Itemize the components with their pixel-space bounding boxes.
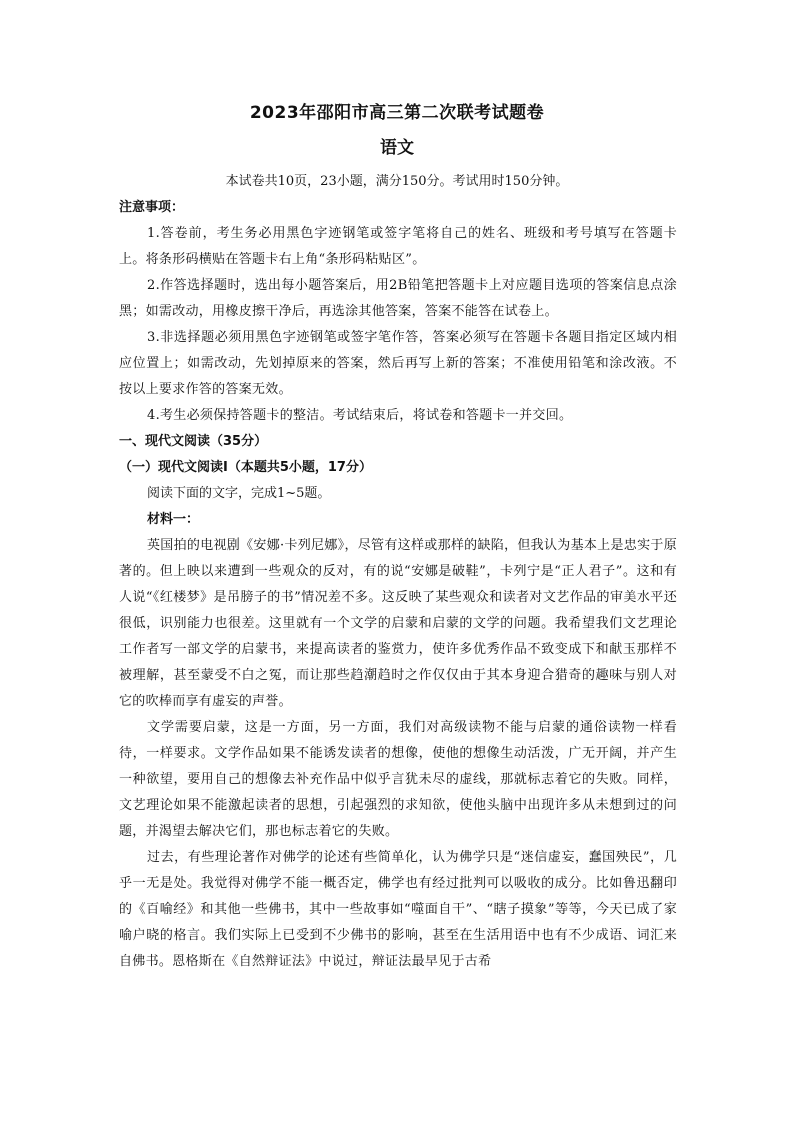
note-item-3: 3.非选择题必须用黑色字迹钢笔或签字笔作答，答案必须写在答题卡各题目指定区域内相应位置上；如需改动，先划掉原来的答案，然后再写上新的答案；不准使用铅笔和涂改液。不按以上要求作答的答案无效。 xyxy=(119,330,677,397)
material-paragraph-2: 文学需要启蒙，这是一方面，另一方面，我们对高级读物不能与启蒙的通俗读物一样看待，一样要求。文学作品如果不能诱发读者的想像，使他的想像生动活泼，广无开阔，并产生一种欲望，要用自己的想像去补充作品中似乎言犹未尽的虚线，那就标志着它的失败。同样，文艺理论如果不能激起读者的思想，引起强烈的求知欲，使他头脑中出现许多从未想到过的问题，并渴望去解决它们，那也标志着它的失败。 xyxy=(119,720,677,839)
note-item-4: 4.考生必须保持答题卡的整洁。考试结束后，将试卷和答题卡一并交回。 xyxy=(147,408,573,423)
subject-title: 语文 xyxy=(380,138,414,158)
section-title: 一、现代文阅读（35分） xyxy=(119,434,268,449)
note-item-1: 1.答卷前，考生务必用黑色字迹钢笔或签字笔将自己的姓名、班级和考号填写在答题卡上。将条形码横贴在答题卡右上角“条形码粘贴区”。 xyxy=(119,226,677,267)
material-paragraph-1: 英国拍的电视剧《安娜·卡列尼娜》，尽管有这样或那样的缺陷，但我认为基本上是忠实于原著的。但上映以来遭到一些观众的反对，有的说“安娜是破鞋”，卡列宁是“正人君子”。这和有人说“《红楼梦》是吊膀子的书”情况差不多。这反映了某些观众和读者对文艺作品的审美水平还很低，识别能力也很差。这里就有一个文学的启蒙和启蒙的文学的问题。我希望我们文艺理论工作者写一部文学的启蒙书，来提高读者的鉴赏力，使许多优秀作品不致变成下和献玉那样不被理解，甚至蒙受不白之冤，而让那些趋潮趋时之作仅仅由于其本身迎合猎奇的趣味与别人对它的吹棒而享有虚妄的声誉。 xyxy=(119,538,677,709)
material-label: 材料一： xyxy=(147,512,200,527)
exam-content xyxy=(119,195,677,975)
section-subtitle: （一）现代文阅读Ⅰ（本题共5小题，17分） xyxy=(119,460,372,475)
exam-intro: 本试卷共10页，23小题，满分150分。考试用时150分钟。 xyxy=(225,174,569,189)
exam-title: 2023年邵阳市高三第二次联考试题卷 xyxy=(249,103,545,123)
note-item-2: 2.作答选择题时，选出每小题答案后，用2B铅笔把答题卡上对应题目选项的答案信息点涂黑；如需改动，用橡皮擦干净后，再选涂其他答案，答案不能答在试卷上。 xyxy=(119,278,677,319)
notes-heading: 注意事项： xyxy=(119,200,185,215)
material-paragraph-3: 过去，有些理论著作对佛学的论述有些简单化，认为佛学只是“迷信虚妄，蠢国殃民”，几乎一无是处。我觉得对佛学不能一概否定，佛学也有经过批判可以吸收的成分。比如鲁迅翻印的《百喻经》和其他一些佛书，其中一些故事如“噬面自干”、“瞎子摸象”等等，今天已成了家喻户晓的格言。我们实际上已受到不少佛书的影响，甚至在生活用语中也有不少成语、词汇来自佛书。恩格斯在《自然辩证法》中说过，辩证法最早见于古希 xyxy=(119,850,677,969)
reading-instruction: 阅读下面的文字，完成1~5题。 xyxy=(147,486,331,501)
